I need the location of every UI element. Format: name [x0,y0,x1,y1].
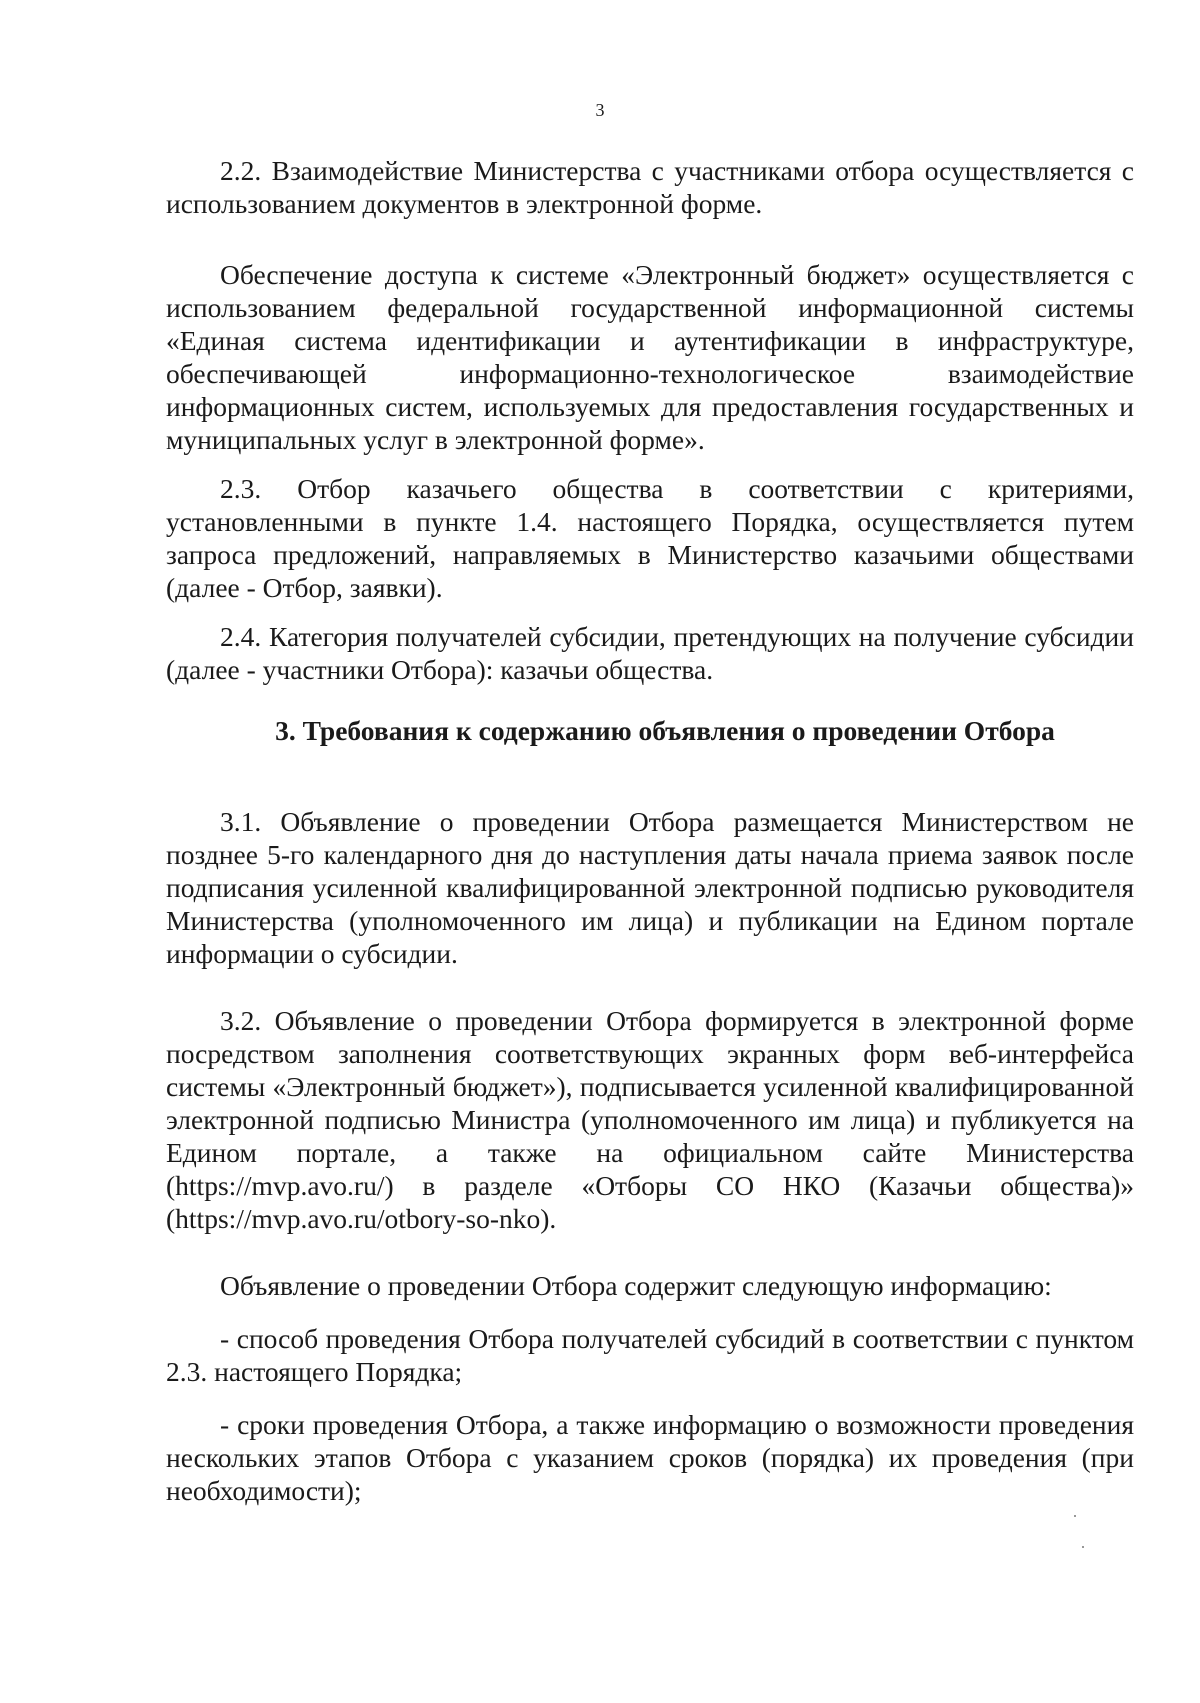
paragraph-3-1: 3.1. Объявление о проведении Отбора размещается Министерством не позднее 5-го календарного дня до наступления даты начала приема заявок после подписания усиленной квалифицированной электронной подписью руководителя Министерства (уполномоченного им лица) и публикации на Едином портале информации о субсидии. [166,806,1134,969]
paragraph-announcement-info: Объявление о проведении Отбора содержит следующую информацию: [220,1270,1052,1301]
paragraph-3-2: 3.2. Объявление о проведении Отбора формируется в электронной форме посредством заполнения соответствующих экранных форм веб-интерфейса системы «Электронный бюджет»), подписывается усиленной квалифицированной электронной подписью Министра (уполномоченного им лица) и публикуется на Едином портале, а также на официальном сайте Министерства (https://mvp.avo.ru/) в разделе «Отборы СО НКО (Казачьи общества)» (https://mvp.avo.ru/otbory-so-nko). [166,1005,1134,1234]
list-item-selection-method: - способ проведения Отбора получателей субсидий в соответствии с пунктом 2.3. настоящего Порядка; [166,1323,1134,1387]
section-heading: 3. Требования к содержанию объявления о проведении Отбора [275,715,1055,746]
scan-speck [1082,1546,1084,1548]
list-item-selection-dates: - сроки проведения Отбора, а также информацию о возможности проведения нескольких этапов Отбора с указанием сроков (порядка) их проведения (при необходимости); [166,1409,1134,1506]
document-body [166,154,1134,1507]
page-number: 3 [595,100,605,120]
paragraph-2-3: 2.3. Отбор казачьего общества в соответствии с критериями, установленными в пункте 1.4. настоящего Порядка, осуществляется путем запроса предложений, направляемых в Министерство казачьими обществами (далее - Отбор, заявки). [166,473,1134,603]
paragraph-2-4: 2.4. Категория получателей субсидии, претендующих на получение субсидии (далее - участники Отбора): казачьи общества. [166,621,1134,685]
paragraph-access-system: Обеспечение доступа к системе «Электронный бюджет» осуществляется с использованием федеральной государственной информационной системы «Единая система идентификации и аутентификации в инфраструктуре, обеспечивающей информационно-технологическое взаимодействие информационных систем, используемых для предоставления государственных и муниципальных услуг в электронной форме». [166,259,1134,455]
paragraph-2-2: 2.2. Взаимодействие Министерства с участниками отбора осуществляется с использованием документов в электронной форме. [166,155,1134,219]
scan-speck [1074,1515,1076,1517]
